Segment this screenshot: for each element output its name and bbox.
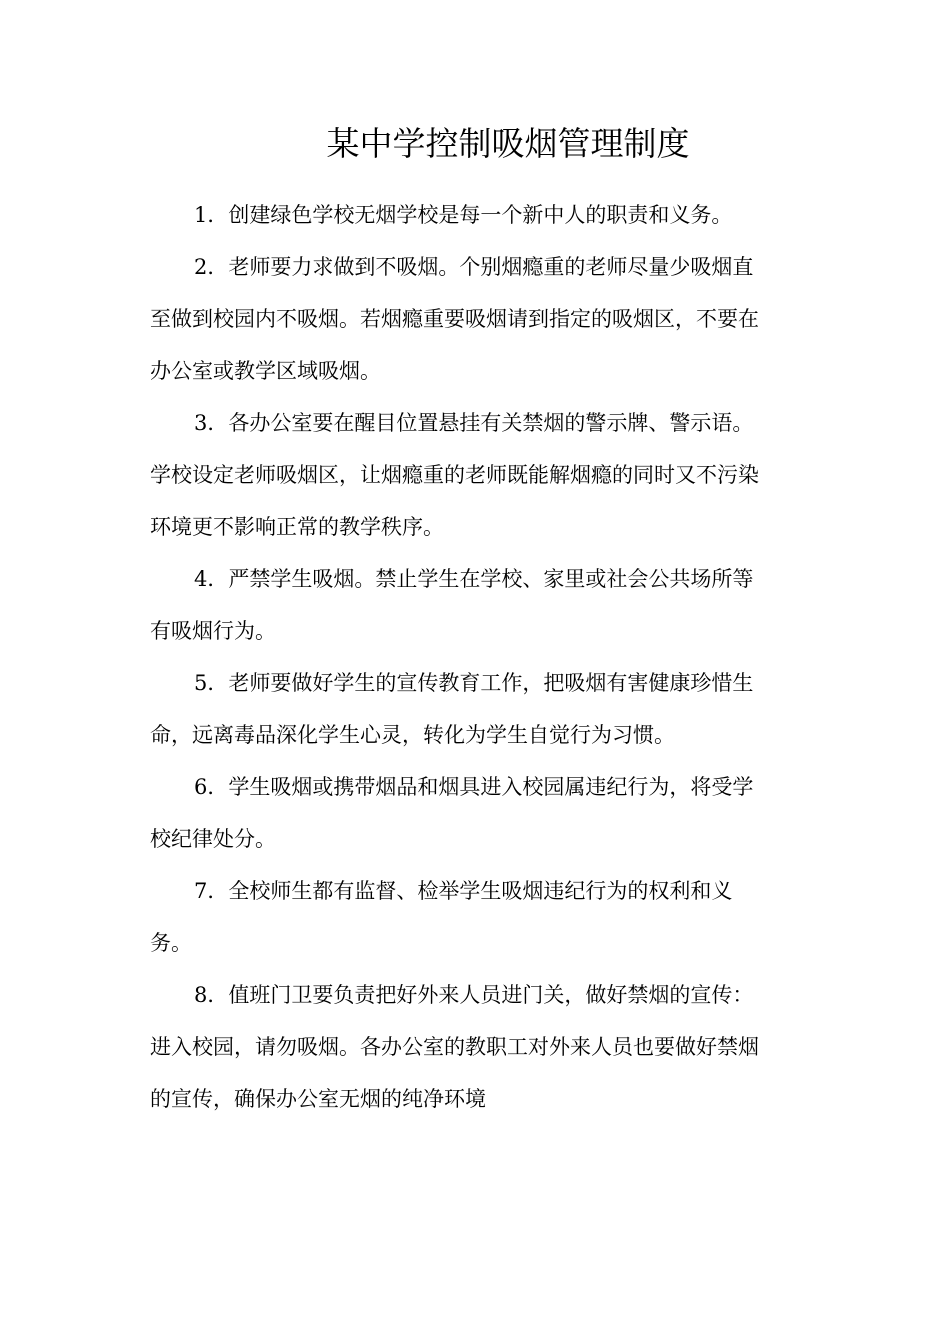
- paragraph-6: [150, 761, 800, 865]
- paragraph-line: 务。: [150, 931, 192, 955]
- paragraph-line: 的宣传，确保办公室无烟的纯净环境: [150, 1087, 486, 1111]
- paragraph-line: 2．老师要力求做到不吸烟。个别烟瘾重的老师尽量少吸烟直: [194, 255, 754, 279]
- paragraph-3: [150, 397, 800, 553]
- paragraph-2: [150, 241, 800, 397]
- paragraph-line: 环境更不影响正常的教学秩序。: [150, 515, 444, 539]
- document-title: 某中学控制吸烟管理制度: [326, 124, 690, 163]
- document-body: [150, 189, 800, 1125]
- paragraph-line: 5．老师要做好学生的宣传教育工作，把吸烟有害健康珍惜生: [194, 671, 754, 695]
- paragraph-7: [150, 865, 800, 969]
- paragraph-line: 1．创建绿色学校无烟学校是每一个新中人的职责和义务。: [194, 203, 733, 227]
- paragraph-line: 进入校园，请勿吸烟。各办公室的教职工对外来人员也要做好禁烟: [150, 1035, 759, 1059]
- paragraph-line: 至做到校园内不吸烟。若烟瘾重要吸烟请到指定的吸烟区，不要在: [150, 307, 759, 331]
- paragraph-5: [150, 657, 800, 761]
- paragraph-4: [150, 553, 800, 657]
- paragraph-8: [150, 969, 800, 1125]
- paragraph-line: 有吸烟行为。: [150, 619, 276, 643]
- paragraph-line: 学校设定老师吸烟区，让烟瘾重的老师既能解烟瘾的同时又不污染: [150, 463, 759, 487]
- paragraph-line: 校纪律处分。: [150, 827, 276, 851]
- paragraph-line: 4．严禁学生吸烟。禁止学生在学校、家里或社会公共场所等: [194, 567, 754, 591]
- paragraph-line: 7．全校师生都有监督、检举学生吸烟违纪行为的权利和义: [194, 879, 733, 903]
- paragraph-1: [150, 189, 800, 241]
- paragraph-line: 8．值班门卫要负责把好外来人员进门关，做好禁烟的宣传：: [194, 983, 754, 1007]
- paragraph-line: 3．各办公室要在醒目位置悬挂有关禁烟的警示牌、警示语。: [194, 411, 754, 435]
- paragraph-line: 办公室或教学区域吸烟。: [150, 359, 381, 383]
- paragraph-line: 命，远离毒品深化学生心灵，转化为学生自觉行为习惯。: [150, 723, 675, 747]
- paragraph-line: 6．学生吸烟或携带烟品和烟具进入校园属违纪行为，将受学: [194, 775, 754, 799]
